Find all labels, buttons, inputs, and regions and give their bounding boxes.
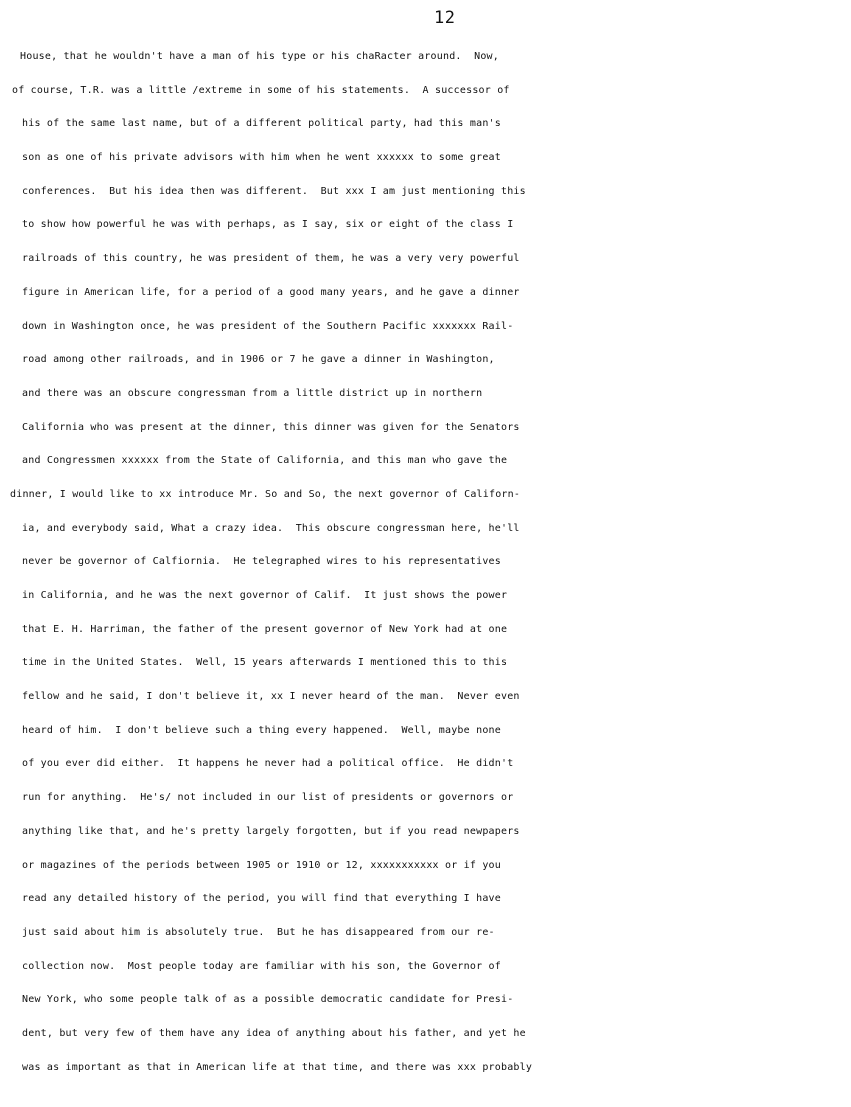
text-line: that E. H. Harriman, the father of the present governor of New York had at one bbox=[22, 623, 508, 635]
body-text bbox=[8, 40, 848, 1084]
text-line: of you ever did either. It happens he never had a political office. He didn't bbox=[22, 758, 514, 770]
text-line: dent, but very few of them have any idea of anything about his father, and yet he bbox=[22, 1027, 526, 1039]
text-line: read any detailed history of the period, you will find that everything I have bbox=[22, 893, 501, 905]
text-line: fellow and he said, I don't believe it, xx I never heard of the man. Never even bbox=[22, 691, 520, 703]
text-line: son as one of his private advisors with him when he went xxxxxx to some great bbox=[22, 152, 501, 164]
text-line: or magazines of the periods between 1905 or 1910 or 12, xxxxxxxxxxx or if you bbox=[22, 859, 501, 871]
text-line: and Congressmen xxxxxx from the State of California, and this man who gave the bbox=[22, 455, 508, 467]
text-line: ia, and everybody said, What a crazy idea. This obscure congressman here, he'll bbox=[22, 522, 520, 534]
text-line: down in Washington once, he was president of the Southern Pacific xxxxxxx Rail- bbox=[22, 320, 514, 332]
text-line: in California, and he was the next governor of Calif. It just shows the power bbox=[22, 590, 508, 601]
text-line: heard of him. I don't believe such a thing every happened. Well, maybe none bbox=[22, 724, 501, 736]
text-line: dinner, I would like to xx introduce Mr. So and So, the next governor of Californ- bbox=[10, 488, 521, 500]
text-line: figure in American life, for a period of a good many years, and he gave a dinner bbox=[22, 286, 520, 298]
text-line: road among other railroads, and in 1906 or 7 he gave a dinner in Washington, bbox=[22, 354, 495, 366]
page-number: 12 bbox=[434, 8, 456, 28]
text-line: railroads of this country, he was president of them, he was a very very powerful bbox=[22, 253, 520, 265]
text-line: never be governor of Calfiornia. He telegraphed wires to his representatives bbox=[22, 556, 501, 568]
text-line: of course, T.R. was a little /extreme in some of his statements. A successor of bbox=[12, 84, 510, 96]
text-line: just said about him is absolutely true. But he has disappeared from our re- bbox=[22, 926, 495, 938]
text-line: to show how powerful he was with perhaps, as I say, six or eight of the class I bbox=[22, 219, 514, 231]
text-line: House, that he wouldn't have a man of his type or his chaRacter around. Now, bbox=[20, 51, 499, 62]
text-line: run for anything. He's/ not included in our list of presidents or governors or bbox=[22, 792, 514, 804]
text-line: anything like that, and he's pretty largely forgotten, but if you read newpapers bbox=[22, 825, 520, 837]
text-line: collection now. Most people today are familiar with his son, the Governor of bbox=[22, 960, 501, 972]
text-line: his of the same last name, but of a different political party, had this man's bbox=[22, 118, 501, 130]
text-line: California who was present at the dinner, this dinner was given for the Senators bbox=[22, 421, 520, 433]
text-line: time in the United States. Well, 15 years afterwards I mentioned this to this bbox=[22, 657, 508, 669]
text-line: and there was an obscure congressman from a little district up in northern bbox=[22, 387, 483, 399]
text-line: New York, who some people talk of as a possible democratic candidate for Presi- bbox=[22, 994, 514, 1006]
text-line: conferences. But his idea then was different. But xxx I am just mentioning this bbox=[22, 185, 526, 197]
text-line: was as important as that in American life at that time, and there was xxx probably bbox=[22, 1061, 533, 1073]
